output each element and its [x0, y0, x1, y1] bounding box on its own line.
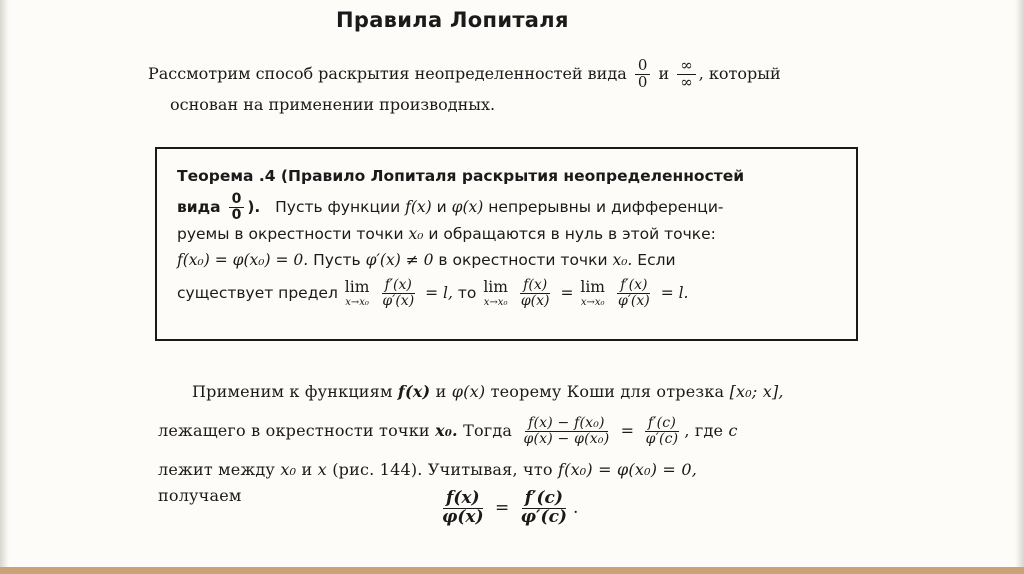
- fraction-derivatives-2: [615, 278, 653, 308]
- theorem-heading: Теорема .4 (Правило Лопиталя раскрытия неопределенностей: [177, 167, 745, 185]
- fraction-functions: [518, 278, 553, 308]
- theorem-row-3: [177, 223, 838, 245]
- theorem-row-5: [177, 275, 838, 311]
- proof-text: и: [435, 382, 447, 401]
- lim-label: lim: [344, 278, 370, 297]
- math-period: .: [572, 497, 579, 518]
- theorem-row-4: [177, 245, 838, 275]
- math-x0: x₀: [408, 225, 424, 243]
- fraction-numerator: f′(x): [382, 278, 415, 294]
- proof-text: , где: [684, 421, 724, 440]
- fraction-numerator: f′(x): [617, 278, 650, 294]
- intro-text-b: , который: [698, 64, 781, 83]
- theorem-close: ).: [247, 198, 261, 216]
- lim-label: lim: [580, 278, 605, 297]
- theorem-r2-end: непрерывны и дифференци-: [488, 198, 724, 216]
- theorem-r3-a: руемы в окрестности точки: [177, 225, 404, 243]
- proof-line-1: [158, 376, 870, 408]
- proof-line-2: [158, 408, 870, 454]
- theorem-r4-b: в окрестности точки: [438, 251, 608, 269]
- math-equals: =: [495, 497, 510, 518]
- math-x: x: [317, 460, 327, 479]
- fraction-numerator: f′(c): [522, 490, 566, 509]
- theorem-then: то: [457, 284, 477, 302]
- theorem-and: и: [436, 198, 447, 216]
- math-fx: f(x): [405, 198, 432, 216]
- math-derivative-nonzero: φ′(x) ≠ 0: [365, 251, 434, 269]
- fraction-denominator: φ(x): [520, 293, 550, 309]
- math-condition: f(x₀) = φ(x₀) = 0.: [177, 251, 309, 269]
- theorem-r4-c: Если: [637, 251, 676, 269]
- proof-text: получаем: [158, 486, 242, 505]
- math-x0: x₀.: [612, 251, 633, 269]
- intro-line-2: основан на применении производных.: [170, 95, 496, 114]
- right-shadow: [1015, 0, 1024, 568]
- fraction-zero-zero: [635, 58, 651, 91]
- fraction-numerator: f′(c): [645, 416, 679, 432]
- fraction-numerator: f(x): [520, 278, 550, 294]
- limit-1: [345, 279, 370, 307]
- limit-3: [580, 279, 605, 307]
- math-c: c: [728, 421, 738, 440]
- math-interval: [x₀; x],: [729, 382, 784, 401]
- theorem-r3-b: и обращаются в нуль в этой точке:: [428, 225, 716, 243]
- fraction-denominator: ∞: [680, 73, 693, 91]
- proof-text: лежащего в окрестности точки: [158, 421, 430, 440]
- math-eq-l-end: = l.: [660, 284, 689, 302]
- theorem-fraction: [229, 192, 245, 222]
- lim-subscript: x→x₀: [345, 296, 369, 308]
- math-eq-l: = l,: [425, 284, 453, 302]
- left-shadow: [0, 0, 9, 568]
- fraction-cauchy-left: [520, 416, 612, 446]
- math-fx: f(x): [397, 382, 431, 401]
- intro-paragraph: [148, 56, 878, 118]
- proof-text: и: [301, 460, 313, 479]
- page-title: Правила Лопиталя: [336, 8, 569, 32]
- proof-text: теорему Коши для отрезка: [490, 382, 725, 401]
- fraction-denominator: φ′(c): [520, 506, 567, 527]
- final-formula: [436, 490, 578, 527]
- fraction-denominator: φ′(c): [645, 431, 679, 447]
- fraction-numerator: 0: [229, 192, 245, 208]
- fraction-denominator: φ(x): [442, 506, 484, 527]
- fraction-numerator: f(x) − f(x₀): [525, 416, 608, 432]
- fraction-numerator: f(x): [443, 490, 483, 509]
- fraction-numerator: ∞: [677, 58, 696, 75]
- fraction-cauchy-right: [643, 416, 682, 446]
- theorem-r4-a: Пусть: [313, 251, 361, 269]
- lim-label: lim: [483, 278, 508, 297]
- math-phix: φ(x): [451, 382, 486, 401]
- theorem-vida: вида: [177, 198, 221, 216]
- final-fraction-left: [439, 490, 487, 527]
- proof-paragraph: [158, 376, 870, 506]
- theorem-row-2: [177, 192, 838, 223]
- proof-text: Применим к функциям: [192, 382, 393, 401]
- fraction-denominator: φ′(x): [382, 293, 415, 309]
- theorem-r2-text: Пусть функции: [275, 198, 401, 216]
- fraction-denominator: 0: [637, 73, 648, 91]
- math-phix: φ(x): [451, 198, 484, 216]
- proof-text: (рис. 144). Учитывая, что: [332, 460, 553, 479]
- proof-line-3: [158, 454, 870, 486]
- fraction-derivatives: [379, 278, 417, 308]
- limit-2: [483, 279, 508, 307]
- math-x0: x₀: [280, 460, 297, 479]
- math-equals: =: [560, 284, 574, 302]
- final-fraction-right: [518, 490, 570, 527]
- math-zero-condition: f(x₀) = φ(x₀) = 0,: [558, 460, 697, 479]
- fraction-denominator: φ′(x): [617, 293, 650, 309]
- fraction-inf-inf: [677, 58, 696, 91]
- proof-text: лежит между: [158, 460, 276, 479]
- intro-and: и: [658, 64, 670, 83]
- lim-subscript: x→x₀: [483, 296, 508, 308]
- fraction-numerator: 0: [635, 58, 651, 75]
- bottom-accent-bar: [0, 567, 1024, 574]
- math-x0: x₀.: [435, 421, 458, 440]
- math-equals: =: [620, 421, 635, 440]
- theorem-box: [155, 147, 858, 341]
- theorem-r5-a: существует предел: [177, 284, 338, 302]
- proof-text: Тогда: [463, 421, 513, 440]
- fraction-denominator: φ(x) − φ(x₀): [523, 431, 610, 447]
- fraction-denominator: 0: [231, 207, 242, 223]
- lim-subscript: x→x₀: [580, 296, 605, 308]
- intro-text-a: Рассмотрим способ раскрытия неопределенностей вида: [148, 64, 627, 83]
